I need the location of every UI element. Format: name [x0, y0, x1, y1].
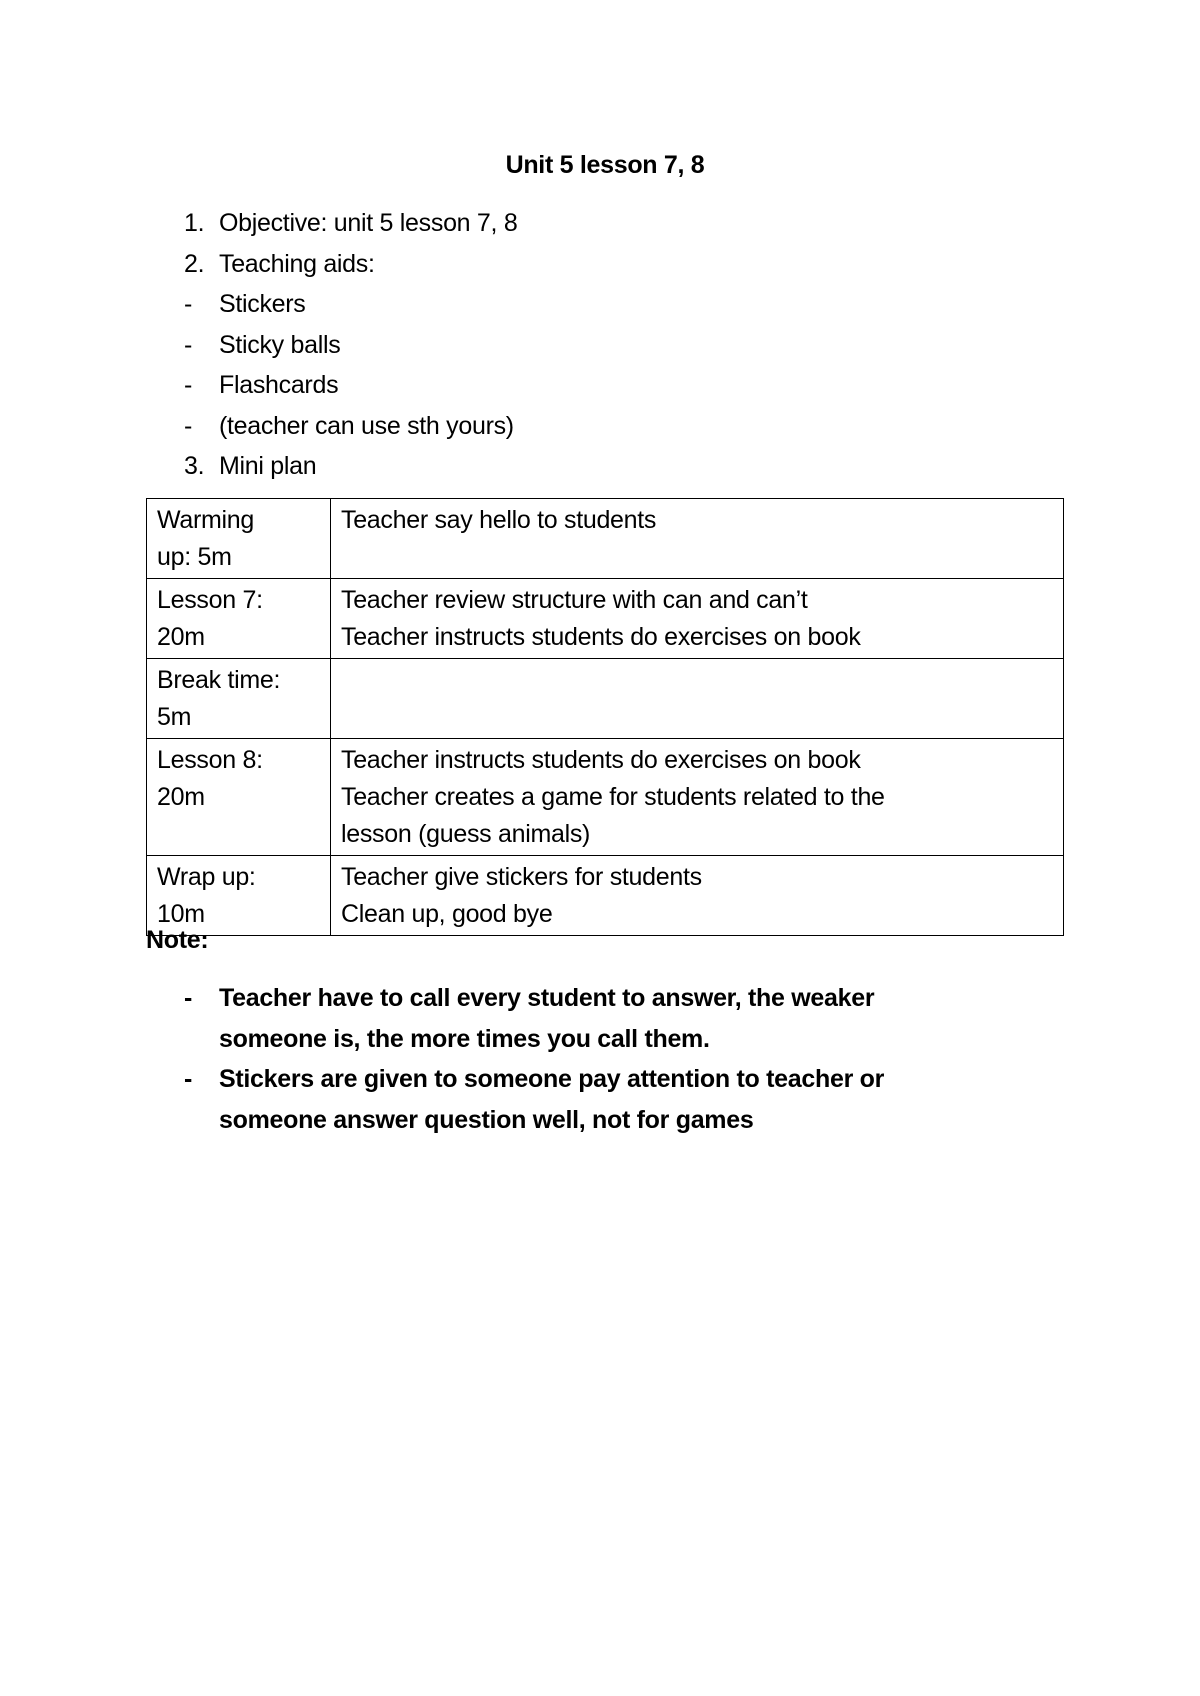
time-line: 10m [157, 900, 205, 928]
note-list [0, 978, 1200, 1140]
activity-line: lesson (guess animals) [341, 820, 591, 848]
activity-line: Teacher give stickers for students [341, 863, 702, 891]
table-row-lesson-7 [147, 579, 1064, 659]
list-item-teaching-aids [0, 244, 1200, 285]
activity-line: Teacher creates a game for students related to the [341, 783, 885, 811]
activity-line: Teacher instructs students do exercises on book [341, 746, 861, 774]
note-item [0, 978, 1200, 1059]
activity-cell [331, 499, 1064, 579]
activity-cell [331, 579, 1064, 659]
list-marker: - [184, 411, 193, 440]
time-cell [147, 579, 331, 659]
table-row-warming-up [147, 499, 1064, 579]
activity-line: Teacher say hello to students [341, 506, 657, 534]
note-text: Teacher have to call every student to answer, the weaker someone is, the more times you call them. [219, 984, 875, 1053]
list-marker: 2. [184, 249, 205, 278]
note-text: Stickers are given to someone pay attention to teacher or someone answer question well, not for games [219, 1065, 885, 1134]
activity-cell [331, 659, 1064, 739]
time-line: Lesson 7: [157, 586, 263, 614]
list-item-sticky-balls [0, 325, 1200, 366]
list-marker: - [184, 984, 193, 1012]
list-marker: - [184, 290, 193, 318]
list-marker: - [184, 371, 193, 399]
time-line: Break time: [157, 666, 281, 694]
time-line: Wrap up: [157, 863, 256, 891]
time-line: 20m [157, 783, 205, 811]
time-line: 20m [157, 623, 205, 651]
time-cell [147, 659, 331, 739]
time-line: 5m [157, 703, 192, 731]
activity-line: Teacher instructs students do exercises on book [341, 623, 861, 651]
list-marker: 1. [184, 209, 205, 237]
activity-line: Teacher review structure with can and can’t [341, 586, 808, 614]
time-line: Warming [157, 506, 254, 534]
table-row-lesson-8 [147, 739, 1064, 856]
list-item-mini-plan [0, 446, 1200, 487]
mini-plan-table [146, 498, 1064, 936]
list-marker: - [184, 330, 193, 359]
note-heading: Note: [146, 926, 209, 954]
list-item-objective [0, 203, 1200, 244]
list-item-text: Flashcards [219, 371, 339, 399]
list-item-text: Objective: unit 5 lesson 7, 8 [219, 209, 518, 237]
list-item-text: Stickers [219, 290, 306, 318]
time-line: up: 5m [157, 543, 232, 571]
activity-cell [331, 739, 1064, 856]
lesson-outline-list [0, 203, 1200, 487]
list-item-text: (teacher can use sth yours) [219, 411, 514, 440]
time-cell [147, 739, 331, 856]
list-marker: - [184, 1065, 193, 1093]
list-item-text: Sticky balls [219, 330, 341, 359]
page-title: Unit 5 lesson 7, 8 [505, 151, 705, 179]
list-item-stickers [0, 284, 1200, 325]
table-row-break-time [147, 659, 1064, 739]
table-row-wrap-up [147, 856, 1064, 936]
list-item-teacher-own [0, 406, 1200, 447]
list-marker: 3. [184, 452, 205, 480]
time-line: Lesson 8: [157, 746, 263, 774]
activity-cell [331, 856, 1064, 936]
activity-line: Clean up, good bye [341, 900, 553, 928]
note-item [0, 1059, 1200, 1140]
list-item-text: Mini plan [219, 452, 317, 480]
list-item-text: Teaching aids: [219, 249, 375, 278]
time-cell [147, 499, 331, 579]
list-item-flashcards [0, 365, 1200, 406]
